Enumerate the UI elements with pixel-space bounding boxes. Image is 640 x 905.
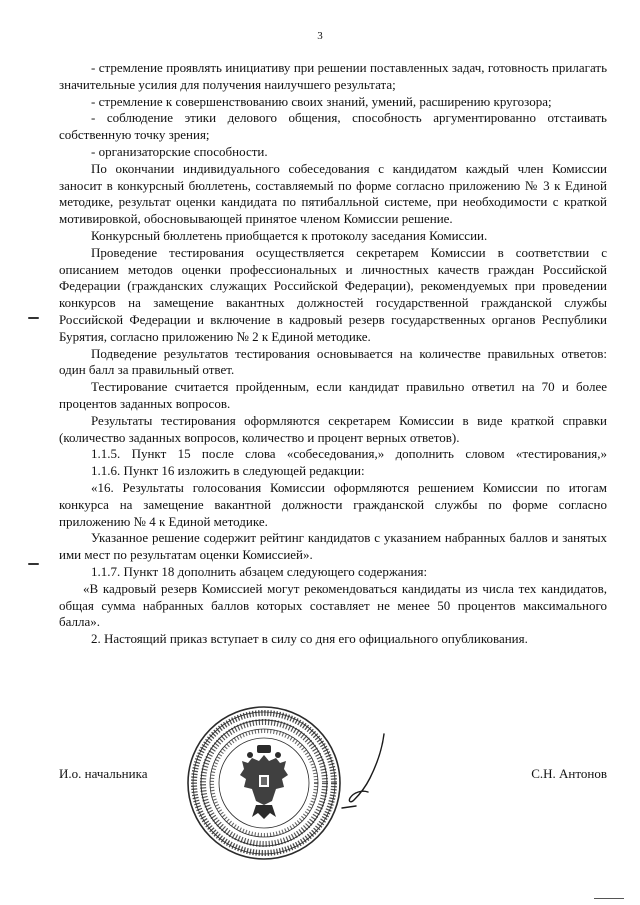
official-seal-image [186,705,342,861]
handwritten-signature [336,732,396,810]
paragraph-business-ethics: - соблюдение этики делового общения, способность аргументированно отстаивать собственную точку зрения; [59,110,607,143]
document-body [59,60,607,648]
paragraph-organizational-skills: - организаторские способности. [91,143,268,159]
paragraph-ballot-attached: Конкурсный бюллетень приобщается к протоколу заседания Комиссии. [91,227,488,243]
paragraph-self-improvement: - стремление к совершенствованию своих знаний, умений, расширению кругозора; [91,93,552,109]
paragraph-interview-ballot: По окончании индивидуального собеседования с кандидатом каждый член Комиссии заносит в конкурсный бюллетень, составляемый по форме согласно приложению № 3 к Единой методике, результат оценки кандидата по пятибалльной системе, при необходимости с краткой мотивировкой, обосновывающей принятое членом Комиссии решение. [59,160,607,227]
paragraph-item-1-1-7: 1.1.7. Пункт 18 дополнить абзацем следующего содержания: [91,563,428,579]
footer-rule [594,898,624,899]
signatory-title: И.о. начальника [59,766,148,781]
paragraph-testing-scoring: Подведение результатов тестирования основывается на количестве правильных ответов: один балл за правильный ответ. [59,345,607,378]
paragraph-item-16-text: «16. Результаты голосования Комиссии оформляются решением Комиссии по итогам конкурса на замещение вакантной должности гражданской службы по форме согласно приложению № 4 к Единой методике. [59,479,607,529]
signatory-name: С.Н. Антонов [531,766,607,781]
page-number: 3 [317,30,323,42]
paragraph-testing-results: Результаты тестирования оформляются секретарем Комиссии в виде краткой справки (количество заданных вопросов, количество и процент верных ответов). [59,412,607,445]
margin-mark [28,317,39,319]
paragraph-item-1-1-5: 1.1.5. Пункт 15 после слова «собеседования,» дополнить словом «тестирования,» [91,446,607,462]
paragraph-effective-date: 2. Настоящий приказ вступает в силу со дня его официального опубликования. [91,631,528,647]
margin-mark [28,563,39,565]
paragraph-item-1-1-6: 1.1.6. Пункт 16 изложить в следующей редакции: [91,463,365,479]
paragraph-rating-decision: Указанное решение содержит рейтинг кандидатов с указанием набранных баллов и занятых ими мест по результатам оценки Комиссией». [59,530,607,563]
paragraph-testing-procedure: Проведение тестирования осуществляется секретарем Комиссии в соответствии с описанием методов оценки профессиональных и личностных качеств граждан Российской Федерации (гражданских служащих Российской Федерации), рекомендуемых при проведении конкурсов на замещение вакантных должностей государственной гражданской службы Российской Федерации и включение в кадровый резерв государственных органов Республики Бурятия, согласно приложению № 2 к Единой методике. [59,244,607,344]
paragraph-initiative: - стремление проявлять инициативу при решении поставленных задач, готовность прилагать значительные усилия для получения наилучшего результата; [59,60,607,92]
paragraph-personnel-reserve: «В кадровый резерв Комиссией могут рекомендоваться кандидаты из числа тех кандидатов, общая сумма набранных баллов которых составляет не менее 50 процентов максимального балла». [59,580,607,630]
paragraph-testing-pass: Тестирование считается пройденным, если кандидат правильно ответил на 70 и более процентов заданных вопросов. [59,379,607,411]
